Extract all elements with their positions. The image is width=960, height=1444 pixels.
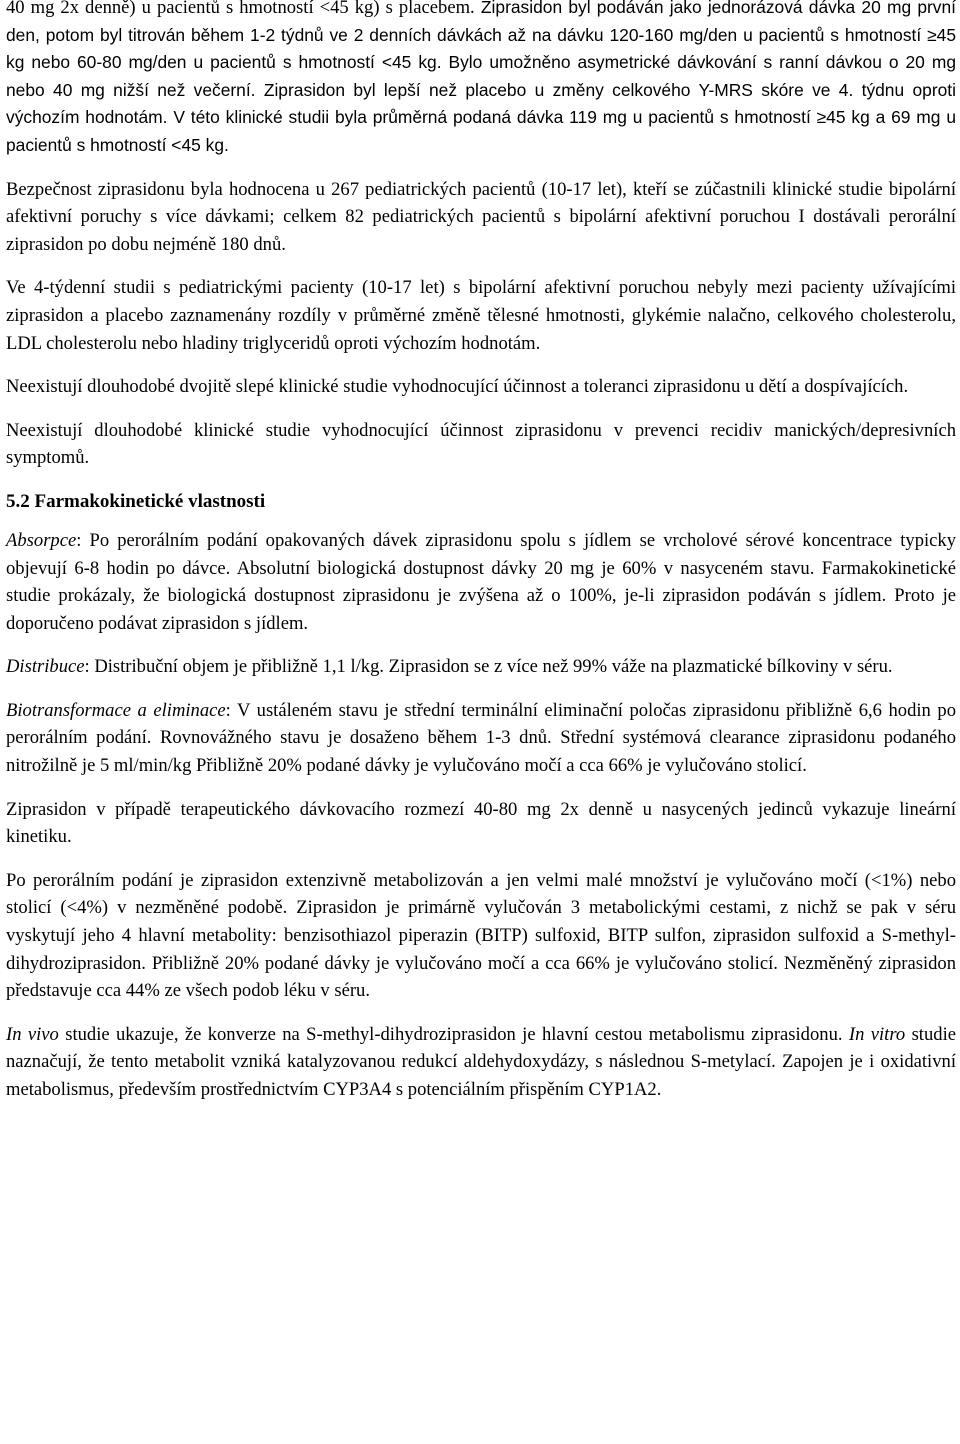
paragraph-body: : Po perorálním podání opakovaných dávek ziprasidonu spolu s jídlem se vrcholové sérové koncentrace typicky objevují 6-8 hodin po dávce. Absolutní biologická dostupnost dávky 20 mg je 60% v nasyceném stavu. Farmakokinetické studie prokázaly, že biologická dostupnost ziprasidonu je zvýšena až o 100%, je-li ziprasidon podáván s jídlem. Proto je doporučeno podávat ziprasidon s jídlem. bbox=[6, 529, 956, 634]
paragraph-4-week-study: Ve 4-týdenní studii s pediatrickými pacienty (10-17 let) s bipolární afektivní poruchou nebyly mezi pacienty užívajícími ziprasidon a placebo zaznamenány rozdíly v průměrné změně tělesné hmotnosti, glykémie nalačno, celkového cholesterolu, LDL cholesterolu nebo hladiny triglyceridů oproti výchozím hodnotám. bbox=[6, 277, 956, 354]
paragraph-biotransformation bbox=[6, 697, 956, 780]
paragraph-lead-term: In vivo bbox=[6, 1023, 59, 1045]
paragraph-body: : V ustáleném stavu je střední terminální eliminační poločas ziprasidonu přibližně 6,6 hodin po perorálním podání. Rovnovážného stavu je dosaženo během 1-3 dnů. Střední systémová clearance ziprasidonu podaného nitrožilně je 5 ml/min/kg Přibližně 20% podané dávky je vylučováno močí a cca 66% je vylučováno stolicí. bbox=[6, 699, 956, 777]
paragraph-absorption bbox=[6, 527, 956, 637]
paragraph-lead-term: Distribuce bbox=[6, 656, 85, 678]
paragraph-lead-term: In vitro bbox=[848, 1023, 906, 1045]
paragraph-body: studie naznačují, že tento metabolit vzniká katalyzovanou redukcí aldehydoxydázy, s následnou S-metylací. Zapojen je i oxidativní metabolismus, především prostřednictvím CYP3A4 s potenciálním přispěním CYP1A2. bbox=[6, 1023, 956, 1100]
paragraph-lead-term: Biotransformace a eliminace bbox=[6, 699, 226, 721]
paragraph-metabolism: Po perorálním podání je ziprasidon extenzivně metabolizován a jen velmi malé množství je vylučováno močí (<1%) nebo stolicí (<4%) v nezměněné podobě. Ziprasidon je primárně vylučován 3 metabolickými cestami, z nichž se pak v séru vyskytují jeho 4 hlavní metabolity: benzisothiazol piperazin (BITP) sulfoxid, BITP sulfon, ziprasidon sulfoxid a S-methyl-dihydroziprasidon. Přibližně 20% podané dávky je vylučováno močí a cca 66% je vylučováno stolicí. Nezměněný ziprasidon představuje cca 44% ze všech podob léku v séru. bbox=[6, 869, 956, 1002]
paragraph-linear-kinetics: Ziprasidon v případě terapeutického dávkovacího rozmezí 40-80 mg 2x denně u nasycených jedinců vykazuje lineární kinetiku. bbox=[6, 798, 956, 848]
paragraph-lead-term: Absorpce bbox=[6, 529, 77, 551]
paragraph-safety: Bezpečnost ziprasidonu byla hodnocena u 267 pediatrických pacientů (10-17 let), kteří se zúčastnili klinické studie bipolární afektivní poruchy s více dávkami; celkem 82 pediatrických pacientů s bipolární afektivní poruchou I dostávali perorální ziprasidon po dobu nejméně 180 dnů. bbox=[6, 178, 956, 255]
paragraph-distribution bbox=[6, 653, 956, 681]
text-run: 40 mg 2x denně) u pacientů s hmotností <45 kg) s placebem. bbox=[6, 0, 475, 18]
paragraph-body: studie ukazuje, že konverze na S-methyl-dihydroziprasidon je hlavní cestou metabolismu ziprasidonu. bbox=[58, 1023, 849, 1045]
section-heading: 5.2 Farmakokinetické vlastnosti bbox=[6, 490, 266, 512]
paragraph-no-relapse-studies: Neexistují dlouhodobé klinické studie vyhodnocující účinnost ziprasidonu v prevenci recidiv manických/depresivních symptomů. bbox=[6, 419, 956, 469]
text-run-sans: Ziprasidon byl podáván jako jednorázová dávka 20 mg první den, potom byl titrován během 1-2 týdnů ve 2 denních dávkách až na dávku 120-160 mg/den u pacientů s hmotností ≥45 kg nebo 60-80 mg/den u pacientů s hmotností <45 kg. Bylo umožněno asymetrické dávkování s ranní dávkou o 20 mg nebo 40 mg nižší než večerní. Ziprasidon byl lepší než placebo u změny celkového Y-MRS skóre ve 4. týdnu oproti výchozím hodnotám. bbox=[6, 0, 956, 128]
paragraph-pediatric-dosing bbox=[6, 0, 956, 160]
text-run-sans: V této klinické studii byla průměrná podaná dávka 119 mg u pacientů s hmotností ≥45 kg a 69 mg u pacientů s hmotností <45 kg. bbox=[6, 107, 956, 155]
paragraph-no-long-term-studies: Neexistují dlouhodobé dvojitě slepé klinické studie vyhodnocující účinnost a toleranci ziprasidonu u dětí a dospívajících. bbox=[6, 376, 909, 398]
paragraph-body: : Distribuční objem je přibližně 1,1 l/kg. Ziprasidon se z více než 99% váže na plazmatické bílkoviny v séru. bbox=[84, 656, 893, 678]
paragraph-in-vivo-in-vitro bbox=[6, 1021, 956, 1104]
